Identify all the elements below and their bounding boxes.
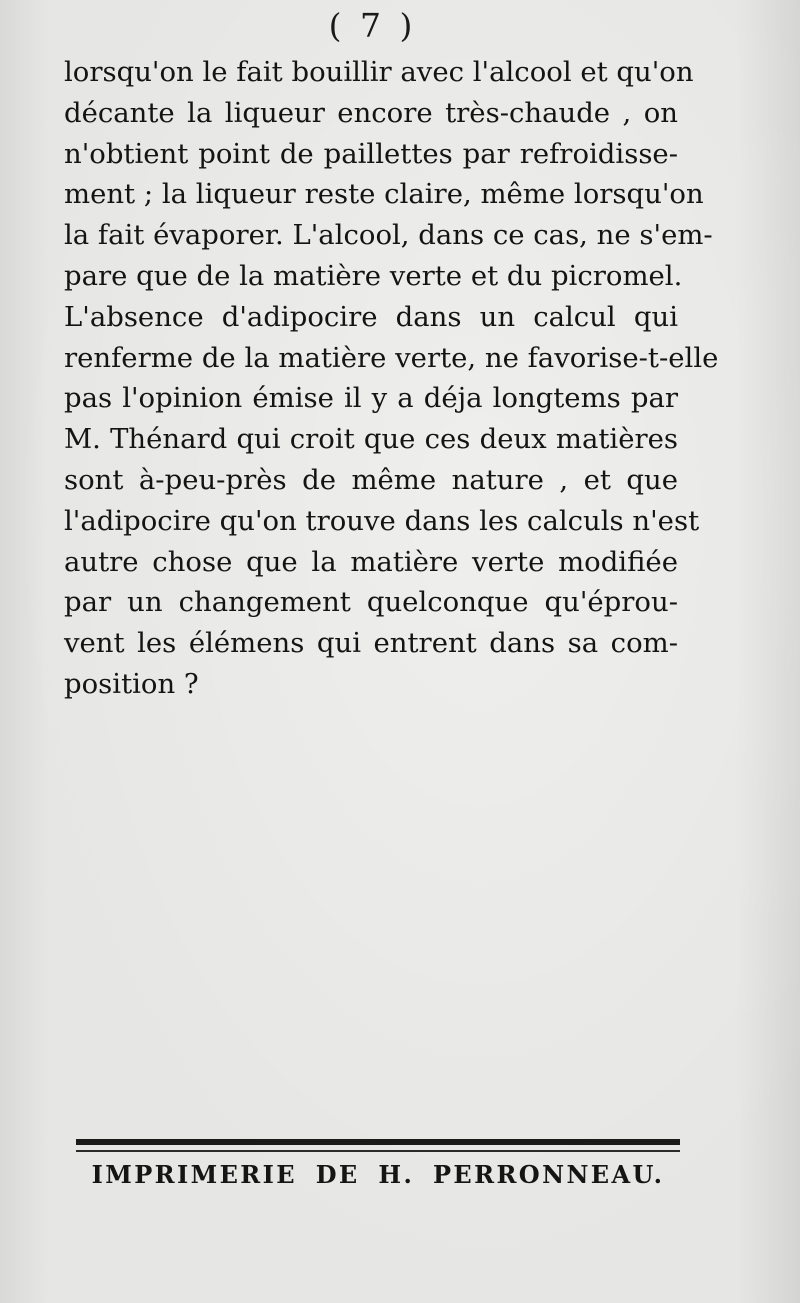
text-line: décante la liqueur encore très-chaude , on	[64, 96, 678, 129]
text-line: lorsqu'on le fait bouillir avec l'alcool et qu'on	[64, 56, 694, 88]
text-line: M. Thénard qui croit que ces deux matières	[64, 423, 678, 456]
printer-imprint: IMPRIMERIE DE H. PERRONNEAU.	[91, 1160, 665, 1189]
text-line: position ?	[64, 667, 199, 700]
text-line: pare que de la matière verte et du picromel.	[64, 259, 683, 292]
footer-rule-thick	[76, 1139, 680, 1145]
page-number: ( 7 )	[328, 6, 417, 45]
text-line: vent les élémens qui entrent dans sa com-	[64, 627, 678, 660]
text-line: pas l'opinion émise il y a déja longtems par	[64, 382, 678, 415]
footer-rule-thin	[76, 1150, 680, 1152]
text-line: renferme de la matière verte, ne favorise-t-elle	[64, 341, 719, 374]
text-line: autre chose que la matière verte modifiée	[64, 545, 678, 578]
body-text	[64, 52, 719, 705]
text-line: par un changement quelconque qu'éprou-	[64, 586, 678, 619]
text-line: n'obtient point de paillettes par refroidisse-	[64, 137, 678, 170]
text-line: L'absence d'adipocire dans un calcul qui	[64, 300, 678, 333]
text-line: l'adipocire qu'on trouve dans les calculs n'est	[64, 504, 700, 537]
text-line: ment ; la liqueur reste claire, même lorsqu'on	[64, 178, 704, 211]
text-line: la fait évaporer. L'alcool, dans ce cas, ne s'em-	[64, 219, 713, 252]
text-line: sont à-peu-près de même nature , et que	[64, 463, 678, 496]
